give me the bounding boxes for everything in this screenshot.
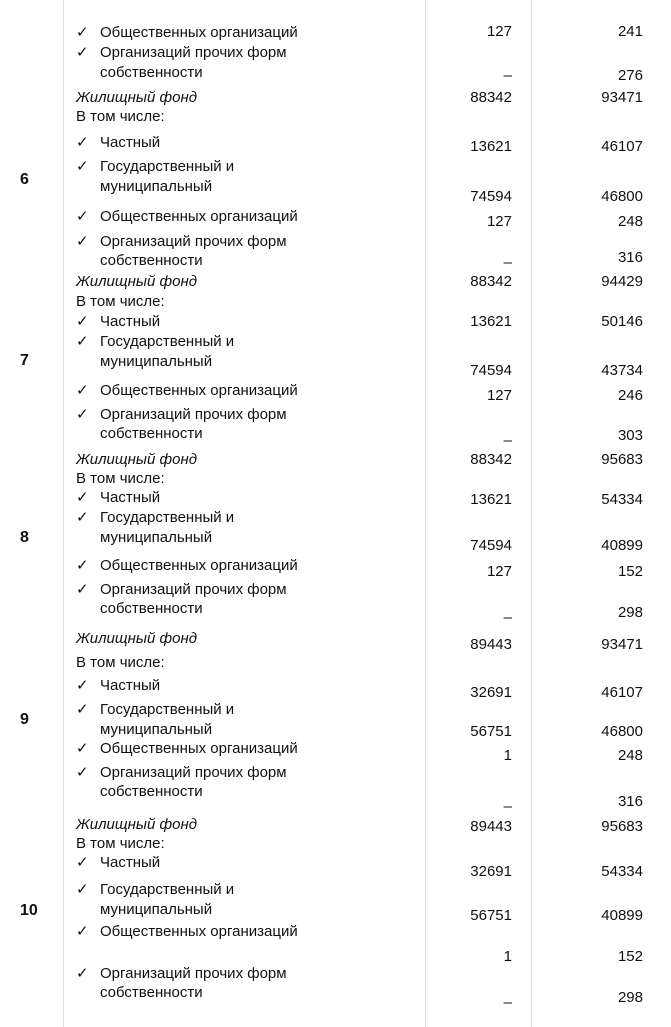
value-cell-col1: 74594 xyxy=(470,362,512,379)
check-mark-icon: ✓ xyxy=(76,965,89,982)
row-label: Организаций прочих форм xyxy=(100,406,287,423)
row-label: Общественных организаций xyxy=(100,24,298,41)
value-cell-col1: – xyxy=(503,609,512,626)
check-mark-icon: ✓ xyxy=(76,382,89,399)
row-label: Государственный и xyxy=(100,881,235,898)
check-mark-icon: ✓ xyxy=(76,158,89,175)
value-cell-col1: 1 xyxy=(503,747,512,764)
row-label: собственности xyxy=(100,252,203,269)
row-label: Общественных организаций xyxy=(100,740,298,757)
check-mark-icon: ✓ xyxy=(76,581,89,598)
value-cell-col2: 94429 xyxy=(601,273,643,290)
row-label: Государственный и xyxy=(100,701,235,718)
check-mark-icon: ✓ xyxy=(76,406,89,423)
row-label: Государственный и xyxy=(100,158,235,175)
value-cell-col2: 95683 xyxy=(601,818,643,835)
row-label: муниципальный xyxy=(100,178,213,195)
value-cell-col1: 13621 xyxy=(470,491,512,508)
value-cell-col1: 88342 xyxy=(470,89,512,106)
value-cell-col2: 46800 xyxy=(601,723,643,740)
value-cell-col1: 13621 xyxy=(470,138,512,155)
row-label: Общественных организаций xyxy=(100,382,298,399)
row-label: собственности xyxy=(100,783,203,800)
value-cell-col2: 43734 xyxy=(601,362,643,379)
value-cell-col2: 248 xyxy=(617,213,643,230)
group-number: 6 xyxy=(20,171,29,188)
row-label: Организаций прочих форм xyxy=(100,965,287,982)
value-cell-col2: 93471 xyxy=(601,89,643,106)
value-cell-col1: 88342 xyxy=(470,451,512,468)
row-label: Государственный и xyxy=(100,509,235,526)
row-label: собственности xyxy=(100,425,203,442)
row-label: собственности xyxy=(100,984,203,1001)
row-label: Частный xyxy=(100,134,161,151)
row-label: Организаций прочих форм xyxy=(100,233,287,250)
housing-heading: Жилищный фонд xyxy=(76,630,198,647)
row-label: Частный xyxy=(100,677,161,694)
row-label: Организаций прочих форм xyxy=(100,581,287,598)
column-divider-left xyxy=(63,0,64,1027)
value-cell-col2: 248 xyxy=(617,747,643,764)
check-mark-icon: ✓ xyxy=(76,509,89,526)
value-cell-col2: 95683 xyxy=(601,451,643,468)
housing-heading: Жилищный фонд xyxy=(76,273,198,290)
including-label: В том числе: xyxy=(76,654,165,671)
check-mark-icon: ✓ xyxy=(76,24,89,41)
value-cell-col1: 56751 xyxy=(470,723,512,740)
check-mark-icon: ✓ xyxy=(76,923,89,940)
value-cell-col1: 74594 xyxy=(470,188,512,205)
check-mark-icon: ✓ xyxy=(76,677,89,694)
row-label: муниципальный xyxy=(100,901,213,918)
group-number: 8 xyxy=(20,529,29,546)
housing-heading: Жилищный фонд xyxy=(76,816,198,833)
value-cell-col1: 13621 xyxy=(470,313,512,330)
value-cell-col2: 54334 xyxy=(601,863,643,880)
housing-heading: Жилищный фонд xyxy=(76,89,198,106)
value-cell-col2: 152 xyxy=(617,563,643,580)
including-label: В том числе: xyxy=(76,108,165,125)
value-cell-col1: 127 xyxy=(486,213,512,230)
value-cell-col1: 127 xyxy=(486,23,512,40)
value-cell-col1: 89443 xyxy=(470,636,512,653)
check-mark-icon: ✓ xyxy=(76,701,89,718)
value-cell-col1: 89443 xyxy=(470,818,512,835)
value-cell-col2: 241 xyxy=(617,23,643,40)
row-label: муниципальный xyxy=(100,353,213,370)
value-cell-col1: 74594 xyxy=(470,537,512,554)
value-cell-col2: 54334 xyxy=(601,491,643,508)
check-mark-icon: ✓ xyxy=(76,313,89,330)
value-cell-col2: 298 xyxy=(617,604,643,621)
value-cell-col2: 93471 xyxy=(601,636,643,653)
row-label: Общественных организаций xyxy=(100,557,298,574)
check-mark-icon: ✓ xyxy=(76,489,89,506)
housing-heading: Жилищный фонд xyxy=(76,451,198,468)
check-mark-icon: ✓ xyxy=(76,854,89,871)
including-label: В том числе: xyxy=(76,293,165,310)
value-cell-col2: 316 xyxy=(617,249,643,266)
check-mark-icon: ✓ xyxy=(76,208,89,225)
value-cell-col1: 127 xyxy=(486,387,512,404)
value-cell-col1: 56751 xyxy=(470,907,512,924)
value-cell-col2: 46107 xyxy=(601,138,643,155)
check-mark-icon: ✓ xyxy=(76,881,89,898)
value-cell-col2: 246 xyxy=(617,387,643,404)
value-cell-col2: 303 xyxy=(617,427,643,444)
row-label: Общественных организаций xyxy=(100,923,298,940)
row-label: Государственный и xyxy=(100,333,235,350)
row-label: Общественных организаций xyxy=(100,208,298,225)
value-cell-col1: 127 xyxy=(486,563,512,580)
value-cell-col2: 316 xyxy=(617,793,643,810)
value-cell-col1: 32691 xyxy=(470,863,512,880)
value-cell-col2: 152 xyxy=(617,948,643,965)
check-mark-icon: ✓ xyxy=(76,740,89,757)
including-label: В том числе: xyxy=(76,470,165,487)
value-cell-col1: – xyxy=(503,798,512,815)
check-mark-icon: ✓ xyxy=(76,233,89,250)
row-label: муниципальный xyxy=(100,721,213,738)
value-cell-col2: 50146 xyxy=(601,313,643,330)
row-label: Частный xyxy=(100,313,161,330)
row-label: Организаций прочих форм xyxy=(100,764,287,781)
value-cell-col2: 40899 xyxy=(601,907,643,924)
value-cell-col1: – xyxy=(503,432,512,449)
value-cell-col2: 298 xyxy=(617,989,643,1006)
row-label: Частный xyxy=(100,489,161,506)
row-label: Организаций прочих форм xyxy=(100,44,287,61)
check-mark-icon: ✓ xyxy=(76,44,89,61)
group-number: 9 xyxy=(20,711,29,728)
value-cell-col1: – xyxy=(503,994,512,1011)
row-label: Частный xyxy=(100,854,161,871)
value-cell-col1: 88342 xyxy=(470,273,512,290)
row-label: муниципальный xyxy=(100,529,213,546)
value-cell-col1: 1 xyxy=(503,948,512,965)
value-cell-col2: 40899 xyxy=(601,537,643,554)
value-cell-col2: 46107 xyxy=(601,684,643,701)
check-mark-icon: ✓ xyxy=(76,134,89,151)
row-label: собственности xyxy=(100,64,203,81)
including-label: В том числе: xyxy=(76,835,165,852)
group-number: 10 xyxy=(20,902,38,919)
value-cell-col1: – xyxy=(503,67,512,84)
check-mark-icon: ✓ xyxy=(76,557,89,574)
value-cell-col2: 276 xyxy=(617,67,643,84)
value-cell-col1: 32691 xyxy=(470,684,512,701)
row-label: собственности xyxy=(100,600,203,617)
value-cell-col2: 46800 xyxy=(601,188,643,205)
value-cell-col1: – xyxy=(503,254,512,271)
check-mark-icon: ✓ xyxy=(76,333,89,350)
column-divider-middle xyxy=(425,0,426,1027)
check-mark-icon: ✓ xyxy=(76,764,89,781)
group-number: 7 xyxy=(20,352,29,369)
column-divider-right xyxy=(531,0,532,1027)
